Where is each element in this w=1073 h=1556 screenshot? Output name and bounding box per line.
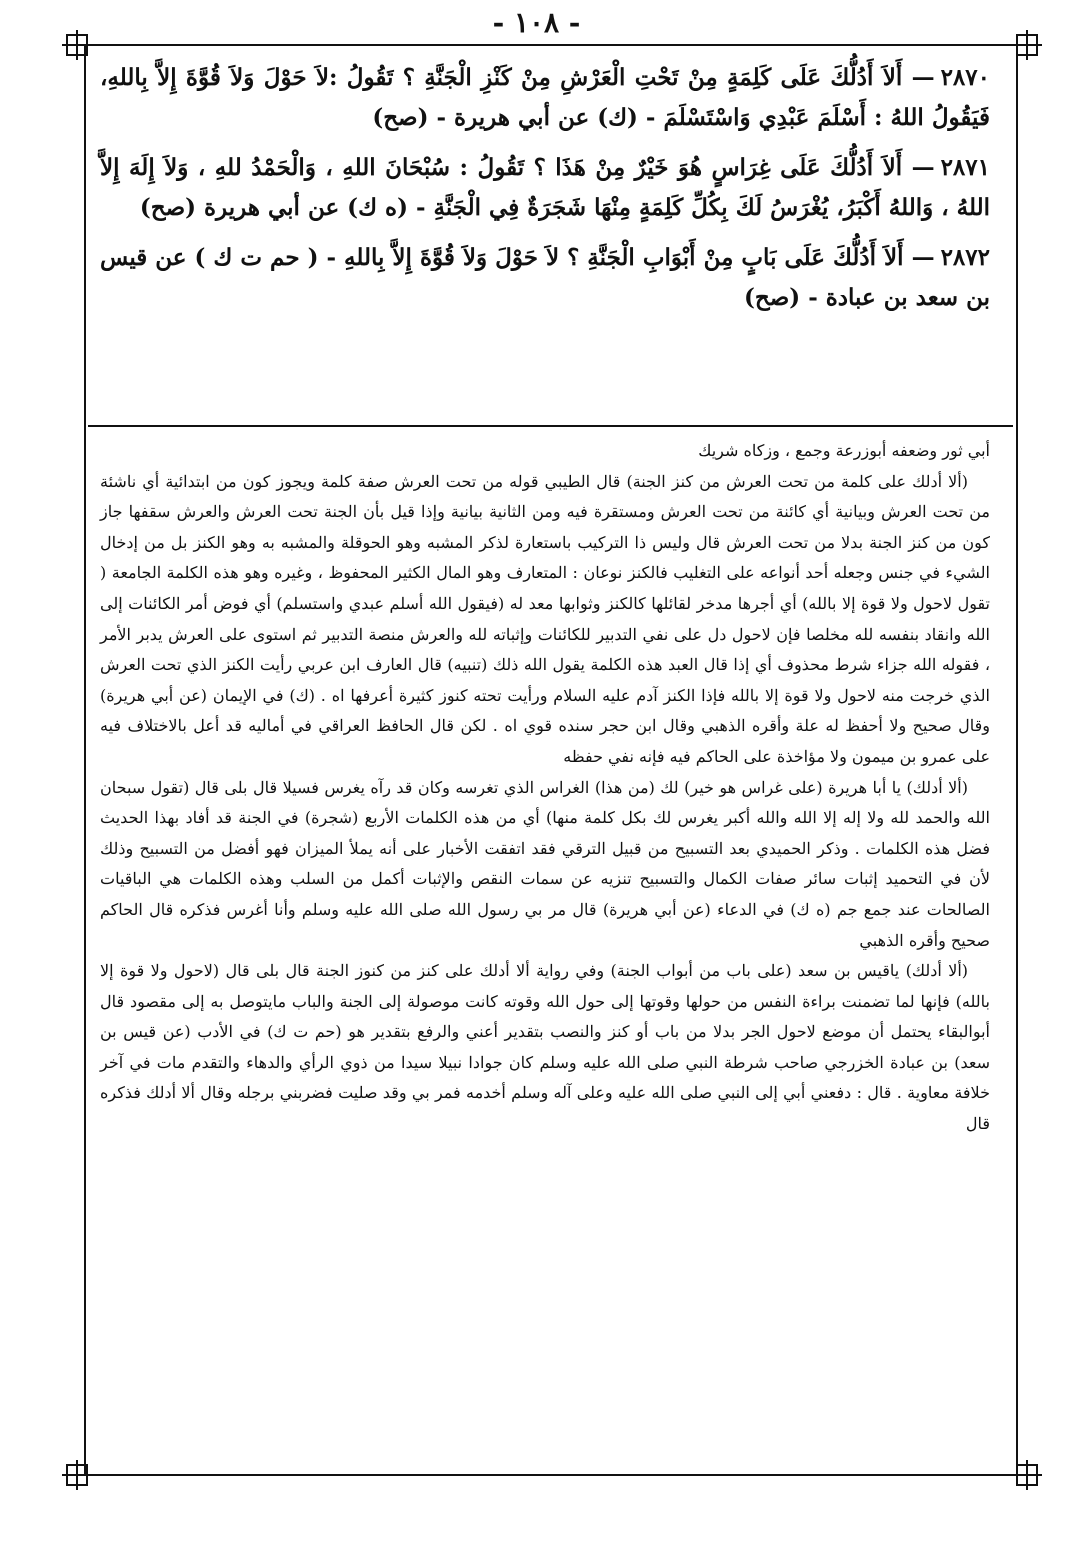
hadith-number: ٢٨٧١ [940, 154, 990, 181]
corner-ornament-icon [1012, 1460, 1042, 1490]
hadith-text: — أَلاَ أَدُلُّكَ عَلَى كَلِمَةٍ مِنْ تَحْتِ الْعَرْشِ مِنْ كَنْزِ الْجَنَّةِ ؟ تَقُولُ :لاَ حَوْلَ وَلاَ قُوَّةَ إِلاَّ بِاللهِ، فَيَقُولُ اللهُ : أَسْلَمَ عَبْدِي وَاسْتَسْلَمَ - (ك) عن أبي هريرة - (صح) [100, 64, 990, 131]
hadith-item [100, 58, 990, 138]
corner-ornament-icon [1012, 30, 1042, 60]
hadith-text: — أَلاَ أَدُلُّكَ عَلَى غِرَاسٍ هُوَ خَيْرٌ مِنْ هَذَا ؟ تَقُولُ : سُبْحَانَ اللهِ ، وَالْحَمْدُ للهِ ، وَلاَ إِلَهَ إِلاَّ اللهُ ، وَاللهُ أَكْبَرُ، يُغْرَسُ لَكَ بِكُلِّ كَلِمَةٍ مِنْهَا شَجَرَةٌ فِي الْجَنَّةِ - (ه ك) عن أبي هريرة (صح) [100, 154, 990, 221]
commentary-paragraph: (ألا أدلك) يا أبا هريرة (على غراس هو خير) لك (من هذا) الغراس الذي تغرسه وكان قد رآه يغرس فسيلا قال بلى قال (تقول سبحان الله والحمد لله ولا إله إلا الله والله أكبر يغرس لك بكل كلمة منها) أي من هذه الكلمات الأربع (شجرة) في الجنة قد أفاد بهذا الحديث فضل هذه الكلمات . وذكر الحميدي بعد التسبيح من قبيل الترقي فقد اتفقت الأخبار على أنه يملأ الميزان فهو أفضل من التسبيح وذلك لأن في التحميد إثبات سائر صفات الكمال والتسبيح تنزيه عن سمات النقص والإثبات أكمل من السلب وهذه الكلمات هي الباقيات الصالحات عند جمع جم (ه ك) في الدعاء (عن أبي هريرة) قال مر بي رسول الله صلى الله عليه وسلم وأنا أغرس فذكره قال الحاكم صحيح وأقره الذهبي [100, 777, 990, 950]
commentary-paragraph: (ألا أدلك) ياقيس بن سعد (على باب من أبواب الجنة) وفي رواية ألا أدلك على كنز من كنوز الجنة قال بلى قال (لاحول ولا قوة إلا بالله) فإنها لما تضمنت براءة النفس من حولها وقوتها إلى حول الله وقوته كانت موصولة إلى الجنة والباب مايتوصل به إلى مقصود قال أبوالبقاء يحتمل أن موضع لاحول الجر بدلا من باب أو كنز والنصب بتقدير أعني والرفع بتقدير هو (حم ت ك) في الأدب (عن قيس بن سعد) بن عبادة الخزرجي صاحب شرطة النبي صلى الله عليه وسلم كان جوادا نبيلا سيدا من ذوي الرأي والدهاء والتقدم مات في آخر خلافة معاوية . قال : دفعني أبي إلى النبي صلى الله عليه وعلى آله وسلم أخدمه فمر بي وقد صليت فضربني برجله وقال ألا أدلك فذكره قال [100, 961, 990, 1134]
hadith-item [100, 148, 990, 228]
frame-right-line [1016, 44, 1018, 1476]
page-number: - ١٠٨ - [492, 6, 581, 39]
commentary-section [100, 436, 990, 1140]
frame-bottom-line [84, 1474, 1018, 1476]
corner-ornament-icon [62, 1460, 92, 1490]
commentary-paragraph: (ألا أدلك على كلمة من تحت العرش من كنز الجنة) قال الطيبي قوله من تحت العرش صفة كلمة ويجوز كون من ابتدائية أي ناشئة من تحت العرش وبيانية أي كائنة من تحت العرش ومستقرة فيه ومن الثانية بيانية وإذا قيل بأن الجنة تحت العرش والعرش سقفها جاز كون من كنز الجنة بدلا من تحت العرش قال وليس ذا التركيب باستعارة لذكر المشبه وهو الحوقلة والمشبه به وهو الكنز بل من إدخال الشيء في جنس وجعله أحد أنواعه على التغليب فالكنز نوعان : المتعارف وهو المال الكثير المحفوظ ، وغيره وهو هذه الكلمة الجامعة ( تقول لاحول ولا قوة إلا بالله) أي أجرها مدخر لقائلها كالكنز وثوابها معد له (فيقول الله أسلم عبدي واستسلم) أي فوض أمر الكائنات إلى الله وانقاد بنفسه لله مخلصا فإن لاحول دل على نفي التدبير للكائنات وإثباته لله والعرش منصة التدبير ثم استوى على العرش يدبر الأمر ، فقوله الله جزاء شرط محذوف أي إذا قال العبد هذه الكلمة يقول الله ذلك (تنبيه) قال العارف ابن عربي رأيت الكنز الذي تحت العرش الذي خرجت منه لاحول ولا قوة إلا بالله فإذا الكنز آدم عليه السلام ورأيت تحته كنوز كثيرة أعرفها اه . (ك) في الإيمان (عن أبي هريرة) وقال صحيح ولا أحفظ له علة وأقره الذهبي وقال ابن حجر سنده قوي اه . لكن قال الحافظ العراقي في أماليه قد أعل بالاختلاف فيه على عمرو بن ميمون ولا مؤاخذة على الحاكم فيه فإنه نفي حفظه [100, 471, 990, 766]
hadith-number: ٢٨٧٠ [940, 64, 990, 91]
commentary-paragraph: أبي ثور وضعفه أبوزرعة وجمع ، وزكاه شريك [698, 441, 990, 460]
frame-top-line [84, 44, 1018, 46]
section-divider [88, 425, 1013, 427]
frame-left-line [84, 44, 86, 1476]
hadith-text: — أَلاَ أَدُلُّكَ عَلَى بَابٍ مِنْ أَبْوَابِ الْجَنَّةِ ؟ لاَ حَوْلَ وَلاَ قُوَّةَ إِلاَّ بِاللهِ - ( حم ت ك ) عن قيس بن سعد بن عبادة - (صح) [100, 244, 990, 311]
corner-ornament-icon [62, 30, 92, 60]
hadith-number: ٢٨٧٢ [940, 244, 990, 271]
hadith-item [100, 238, 990, 318]
hadith-section [100, 58, 990, 328]
